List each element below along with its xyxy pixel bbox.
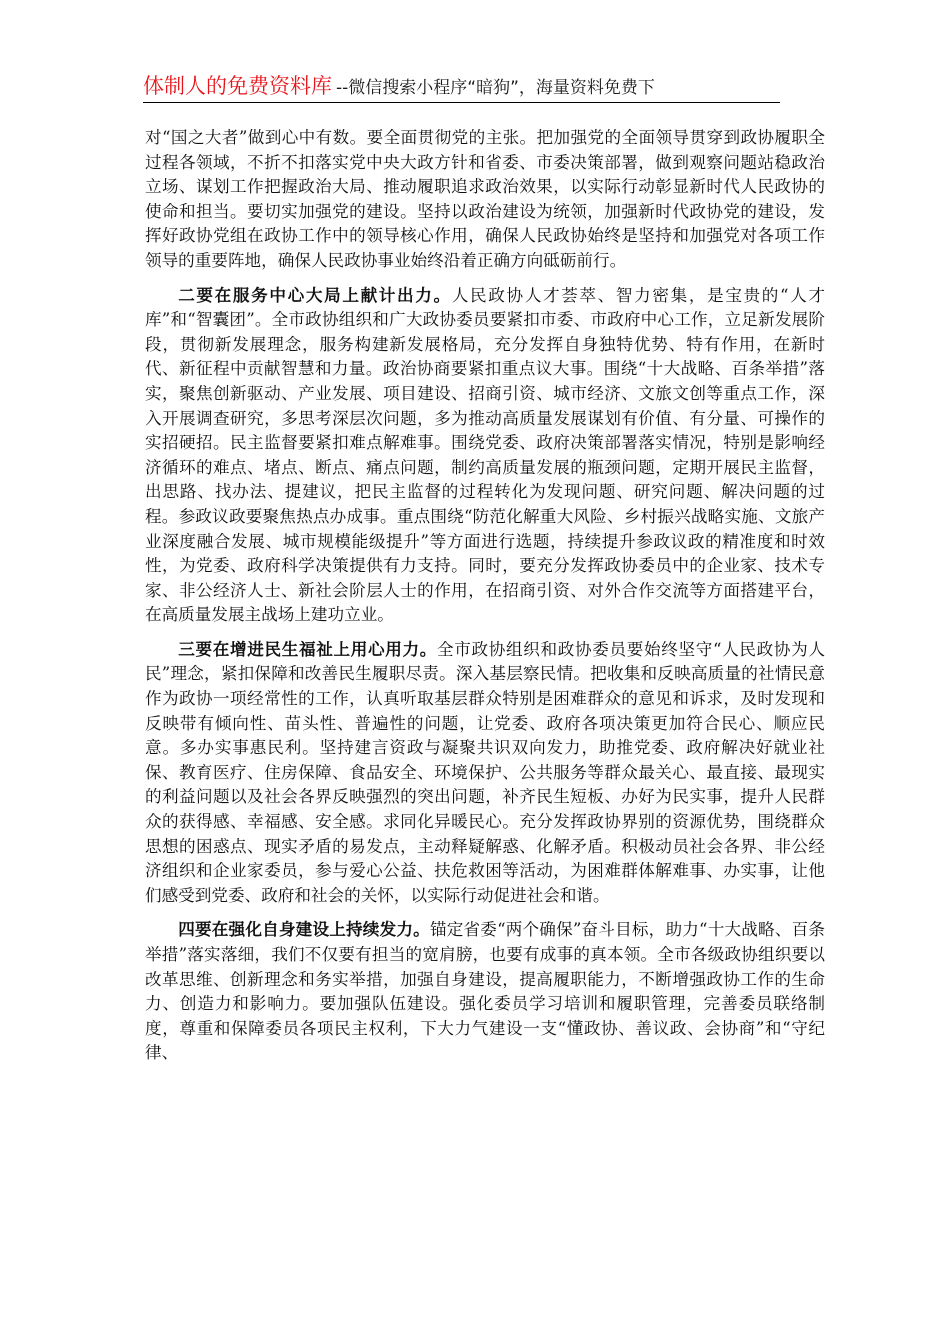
paragraph-lead: 三要在增进民生福祉上用心用力。 [178,639,437,659]
paragraph-3 [145,638,825,909]
page-header [143,70,780,100]
paragraph-lead: 四要在强化自身建设上持续发力。 [178,920,430,940]
paragraph-text: 对“国之大者”做到心中有数。要全面贯彻党的主张。把加强党的全面领导贯穿到政协履职全过程各领域，不折不扣落实党中央大政方针和省委、市委决策部署，做到观察问题站稳政治立场、谋划工作把握政治大局、推动履职追求政治效果，以实际行动彰显新时代人民政协的使命和担当。要切实加强党的建设。坚持以政治建设为统领，加强新时代政协党的建设，发挥好政协党组在政协工作中的领导核心作用，确保人民政协始终是坚持和加强党对各项工作领导的重要阵地，确保人民政协事业始终沿着正确方向砥砺前行。 [145,128,825,270]
paragraph-text: 人民政协人才荟萃、智力密集，是宝贵的“人才库”和“智囊团”。全市政协组织和广大政协委员要紧扣市委、市政府中心工作，立足新发展阶段，贯彻新发展理念，服务构建新发展格局，充分发挥自身独特优势、特有作用，在新时代、新征程中贡献智慧和力量。政治协商要紧扣重点议大事。围绕“十大战略、百条举措”落实，聚焦创新驱动、产业发展、项目建设、招商引资、城市经济、文旅文创等重点工作，深入开展调查研究，多思考深层次问题，多为推动高质量发展谋划有价值、有分量、可操作的实招硬招。民主监督要紧扣难点解难事。围绕党委、政府决策部署落实情况，特别是影响经济循环的难点、堵点、断点、痛点问题，制约高质量发展的瓶颈问题，定期开展民主监督，出思路、找办法、提建议，把民主监督的过程转化为发现问题、研究问题、解决问题的过程。参政议政要聚焦热点办成事。重点围绕“防范化解重大风险、乡村振兴战略实施、文旅产业深度融合发展、城市规模能级提升”等方面进行选题，持续提升参政议政的精准度和时效性，为党委、政府科学决策提供有力支持。同时，要充分发挥政协委员中的企业家、技术专家、非公经济人士、新社会阶层人士的作用，在招商引资、对外合作交流等方面搭建平台，在高质量发展主战场上建功立业。 [145,285,826,625]
header-slogan: --微信搜索小程序“暗狗”，海量资料免费下 [336,78,655,98]
document-body [145,126,825,1076]
paragraph-text: 全市政协组织和政协委员要始终坚守“人民政协为人民”理念，紧扣保障和改善民生履职尽责。深入基层察民情。把收集和反映高质量的社情民意作为政协一项经常性的工作，认真听取基层群众特别是困难群众的意见和诉求，及时发现和反映带有倾向性、苗头性、普遍性的问题，让党委、政府各项决策更加符合民心、顺应民意。多办实事惠民利。坚持建言资政与凝聚共识双向发力，助推党委、政府解决好就业社保、教育医疗、住房保障、食品安全、环境保护、公共服务等群众最关心、最直接、最现实的利益问题以及社会各界反映强烈的突出问题，补齐民生短板、办好为民实事，提升人民群众的获得感、幸福感、安全感。求同化异暖民心。充分发挥政协界别的资源优势，围绕群众思想的困惑点、现实矛盾的易发点，主动释疑解惑、化解矛盾。积极动员社会各界、非公经济组织和企业家委员，参与爱心公益、扶危救困等活动，为困难群体解难事、办实事，让他们感受到党委、政府和社会的关怀，以实际行动促进社会和谐。 [145,639,825,905]
header-divider [143,102,780,103]
header-brand: 体制人的免费资料库 [143,74,332,98]
paragraph-4 [145,918,825,1066]
paragraph-1 [145,126,825,274]
paragraph-text: 锚定省委“两个确保”奋斗目标，助力“十大战略、百条举措”落实落细，我们不仅要有担当的宽肩膀，也要有成事的真本领。全市各级政协组织要以改革思维、创新理念和务实举措，加强自身建设，提高履职能力，不断增强政协工作的生命力、创造力和影响力。要加强队伍建设。强化委员学习培训和履职管理，完善委员联络制度，尊重和保障委员各项民主权利，下大力气建设一支“懂政协、善议政、会协商”和“守纪律、 [145,920,825,1063]
paragraph-lead: 二要在服务中心大局上献计出力。 [178,285,452,305]
paragraph-2 [145,284,825,628]
